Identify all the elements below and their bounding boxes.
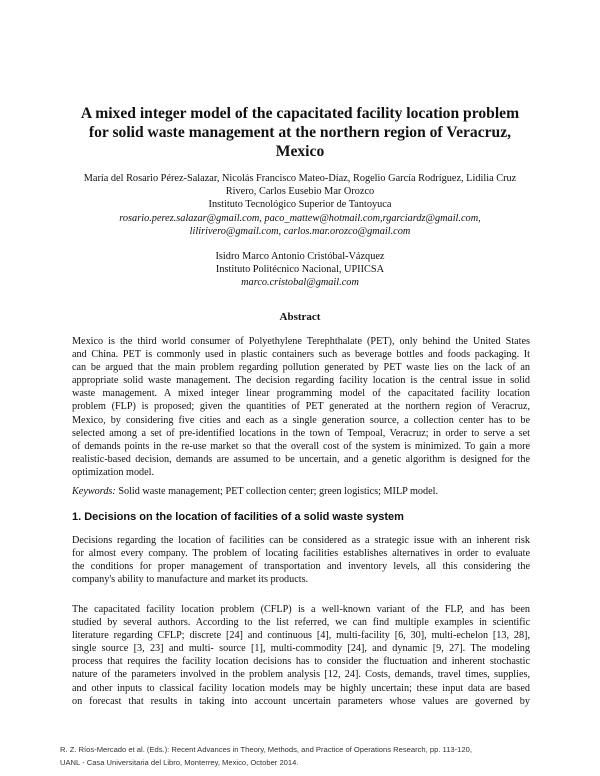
- body-line: The capacitated facility location problem (CFLP) is a well-known variant of the FLP, and has been: [72, 604, 530, 615]
- body-line: company's ability to manufacture and market its products.: [72, 574, 309, 586]
- author-block: [60, 172, 540, 290]
- section-1-paragraph-1: [72, 534, 530, 586]
- body-line: nature of the parameters involved in the problem analysis [12, 24]. Costs, demands, travel times, supplies,: [72, 669, 530, 681]
- abstract-line: problem (FLP) is proposed; given the quantities of PET generated at the northern region of Veracruz,: [72, 401, 530, 413]
- body-line: single source [3, 23] and multi- source [1], multi-commodity [24], and dynamic [9, 27]. The modeling: [72, 643, 530, 655]
- abstract-line: Mexico is the third world consumer of Polyethylene Terephthalate (PET), only behind the United States: [72, 336, 530, 347]
- abstract-paragraph: [72, 335, 530, 479]
- abstract-line: can be argued that the main problem regarding pollution generated by PET waste lies on the lack of an: [72, 362, 530, 374]
- title-line-1: A mixed integer model of the capacitated facility location problem: [80, 105, 520, 122]
- body-line: and other inputs to classical facility location models may be highly uncertain; these input data are based: [72, 682, 530, 694]
- body-line: literature regarding CFLP; discrete [24] and continuous [4], multi-facility [6, 30], multi-echelon [13, 28],: [72, 630, 530, 642]
- keywords: [72, 486, 438, 497]
- section-1-paragraph-2: [72, 603, 530, 708]
- keywords-label: Keywords:: [72, 486, 116, 497]
- abstract-line: realistic-based decision, demands are assumed to be uncertain, and a genetic algorithm is designed for the: [72, 453, 530, 465]
- title-line-2: for solid waste management at the northern region of Veracruz,: [88, 124, 512, 141]
- keywords-text: Solid waste management; PET collection center; green logistics; MILP model.: [118, 486, 439, 497]
- author-2-name: Isidro Marco Antonio Cristóbal-Vázquez: [215, 251, 385, 263]
- body-line: on forecast that results in taking into account uncertain parameters whose values are governed by: [72, 695, 530, 707]
- abstract-line: Mexico, by considering five cities and each as a single generation source, a collection center has to be: [72, 414, 530, 426]
- body-line: Decisions regarding the location of facilities can be considered as a strategic issue with an inherent risk: [72, 535, 530, 546]
- abstract-line: of demands points in the re-use market so that the overall cost of the system is minimized. To gain a more: [72, 440, 530, 452]
- body-line: for almost every company. The problem of locating facilities establishes alternatives in order to evaluate: [72, 548, 530, 560]
- body-line: studied by several authors. According to the list referred, we can find multiple examples in scientific: [72, 617, 530, 629]
- abstract-heading: Abstract: [279, 311, 321, 323]
- abstract-line: and China. PET is commonly used in plastic containers such as beverage bottles and foods packaging. It: [72, 349, 530, 361]
- author-names-line-2: Rivero, Carlos Eusebio Mar Orozco: [225, 186, 375, 198]
- affiliation-2: Instituto Politécnico Nacional, UPIICSA: [215, 264, 385, 276]
- emails-line-1: rosario.perez.salazar@gmail.com, paco_mattew@hotmail.com,rgarciardz@gmail.com,: [119, 212, 481, 224]
- abstract-line: waste management. A mixed integer linear programming model of the capacitated facility location: [72, 388, 530, 400]
- emails-line-2: lilirivero@gmail.com, carlos.mar.orozco@gmail.com: [189, 225, 411, 237]
- paper-title: [60, 104, 540, 161]
- page-footer: [60, 744, 472, 769]
- abstract-line: selected among a set of pre-identified locations in the town of Tempoal, Veracruz; in order to serve a set: [72, 427, 530, 439]
- author-spacer: [60, 238, 540, 250]
- affiliation-1: Instituto Tecnológico Superior de Tantoyuca: [208, 199, 392, 211]
- body-line: process that requires the facility location decisions has to consider the fluctuation and inherent stochastic: [72, 656, 530, 668]
- abstract-line: optimization model.: [72, 466, 155, 478]
- body-line: the conditions for proper management of transportation and inventory levels, all this considering the: [72, 561, 530, 573]
- author-2-email: marco.cristobal@gmail.com: [241, 277, 359, 289]
- author-names-line-1: María del Rosario Pérez-Salazar, Nicolás Francisco Mateo-Díaz, Rogelio García Rodríguez, Lidilia Cruz: [83, 173, 517, 184]
- title-line-3: Mexico: [275, 143, 325, 160]
- footer-line-1: R. Z. Ríos-Mercado et al. (Eds.): Recent Advances in Theory, Methods, and Practice of Operations Research, pp. 113-120,: [60, 745, 472, 754]
- footer-line-2: UANL - Casa Universitaria del Libro, Monterrey, Mexico, October 2014.: [60, 757, 299, 767]
- section-1-heading: 1. Decisions on the location of facilities of a solid waste system: [72, 511, 404, 523]
- abstract-line: appropriate solid waste management. The decision regarding facility location is the central issue in solid: [72, 375, 530, 387]
